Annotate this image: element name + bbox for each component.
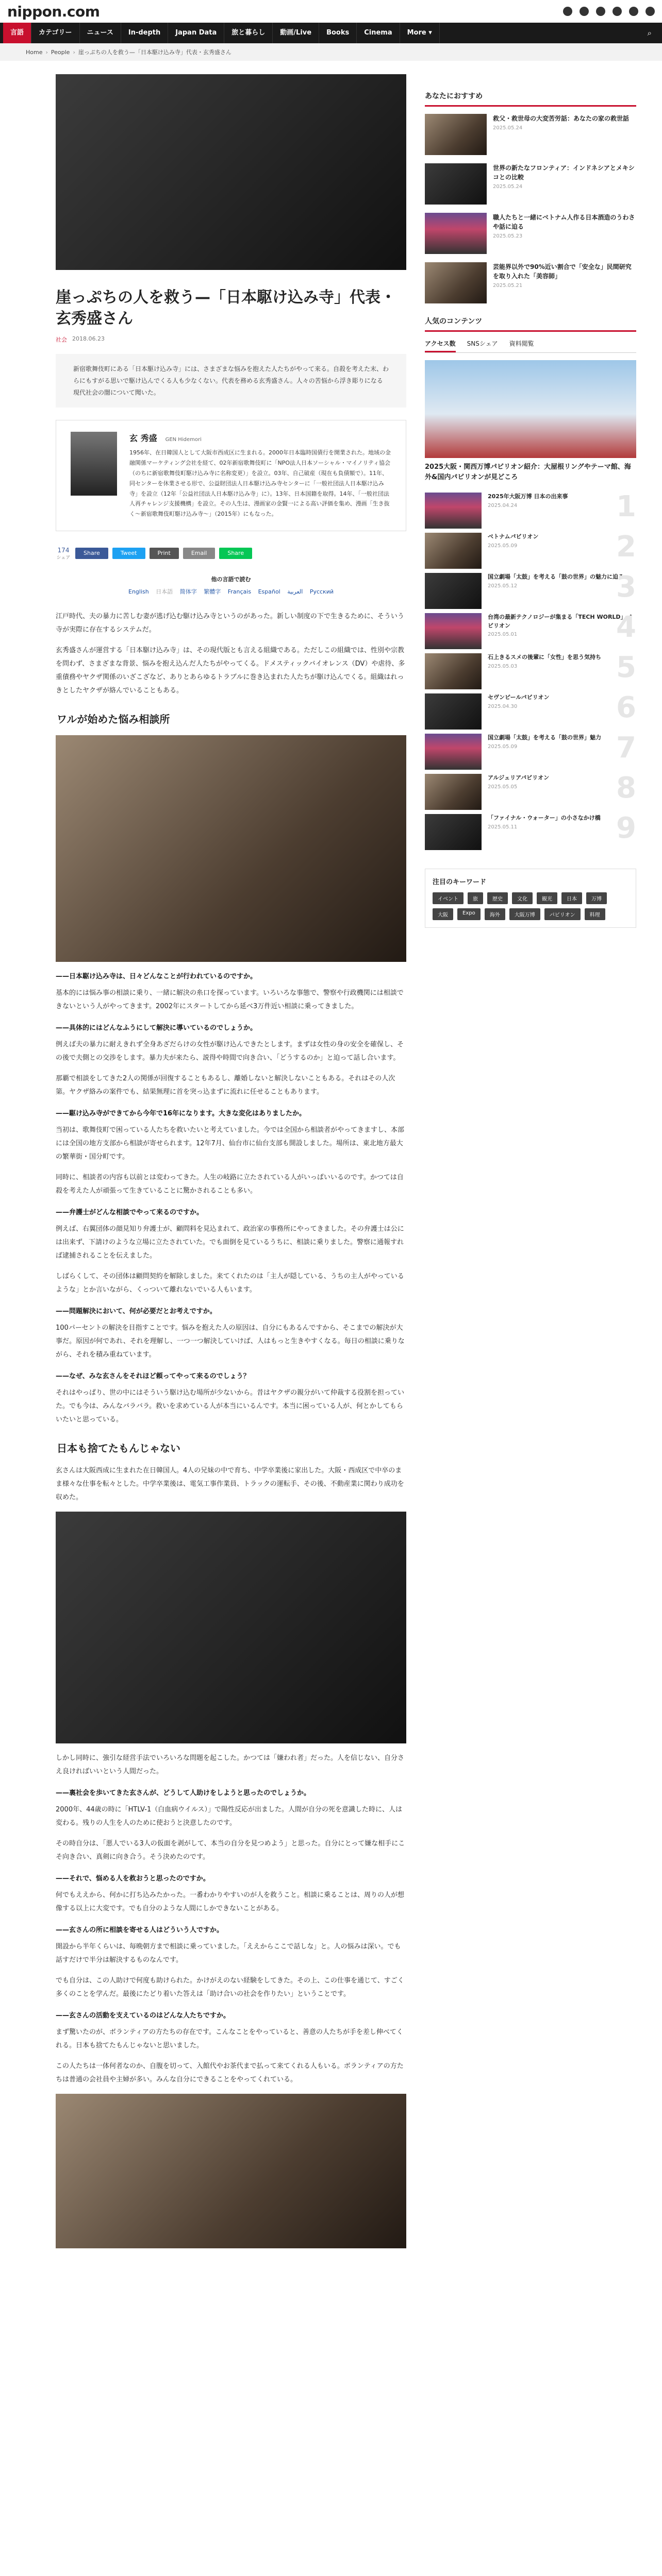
popular-tabs [425, 339, 636, 353]
profile-name: 玄 秀盛 GEN Hidemori [129, 433, 202, 444]
ranking-title: セヴンビールパビリオン [488, 694, 550, 701]
nav-in-depth[interactable]: In-depth [121, 23, 168, 43]
keywords-list [433, 892, 628, 920]
ranking-date: 2025.05.05 [488, 784, 518, 790]
breadcrumb-separator-icon: › [45, 48, 48, 56]
ranking-item[interactable] [425, 811, 636, 854]
share-count: 174 シェア [56, 546, 71, 561]
recommended-thumbnail [425, 213, 487, 254]
ranking-date: 2025.05.01 [488, 632, 518, 637]
body-paragraph: まず驚いたのが、ボランティアの方たちの存在です。こんなことをやっていると、善意の人たちが手を差し伸べてくれる。日本も捨てたもんじゃないと思いました。 [56, 2028, 403, 2049]
ranking-number: 3 [616, 570, 636, 604]
recommended-item[interactable] [425, 114, 636, 155]
keyword-tag[interactable]: 歴史 [487, 892, 508, 904]
article-main [56, 74, 406, 2248]
section-heading: ワルが始めた悩み相談所 [57, 713, 170, 725]
lang-russian[interactable]: Русский [309, 588, 334, 595]
search-icon[interactable] [646, 7, 655, 16]
body-paragraph: 同時に、相談者の内容も以前とは変わってきた。人生の岐路に立たされている人がいっぱいいるのです。かつては自殺を考えた人が頑張って生きていることに驚かされることも多い。 [56, 1173, 404, 1195]
breadcrumb-separator-icon: › [73, 48, 75, 56]
keyword-tag[interactable]: Expo [457, 908, 481, 920]
lang-spanish[interactable]: Español [258, 588, 280, 595]
facebook-share-button[interactable]: Share [75, 548, 108, 559]
nav-news[interactable]: ニュース [80, 23, 121, 43]
recommended-thumbnail [425, 114, 487, 155]
ranking-date: 2025.05.12 [488, 583, 518, 589]
recommended-date: 2025.05.24 [493, 125, 523, 131]
interview-question: ——裏社会を歩いてきた玄さんが、どうして人助けをしようと思ったのでしょうか。 [56, 1789, 311, 1797]
counseling-photo [56, 735, 406, 962]
ranking-item[interactable] [425, 530, 636, 573]
nav-video[interactable]: 動画/Live [273, 23, 319, 43]
ranking-item[interactable] [425, 731, 636, 774]
keyword-tag[interactable]: 大阪 [433, 908, 453, 920]
interview-question: ——駆け込み寺ができてから今年で16年になります。大きな変化はありましたか。 [56, 1109, 306, 1117]
interview-question: ——玄さんの所に相談を寄せる人はどういう人ですか。 [56, 1926, 224, 1934]
profile-bio: 1956年、在日韓国人として大阪市西成区に生まれる。2000年日本臨時国債行を開業された。地域の金融関係マーケティング会社を経て、02年新宿歌舞伎町に「NPO法人日本ソーシャル・マイノリティ協会（のちに新宿歌舞伎町駆け込み寺に名称変更）」を設立。03年、自己破産（現在も負債額で）。11年、同センターを休業させる形で、公益財団法人日本駆け込み寺センターに「一般社団法人日本駆け込み寺」を設立（12年「公益社団法人日本駆け込み寺」に）。13年、日本国籍を取得。14年、「一般社団法人再チャレンジ支援機構」を設立。その人生は、漫画家の金賢一による高い評価を集め、漫画「生き抜く〜新宿歌舞伎町駆け込み寺〜」（2015年）にもなった。 [129, 449, 391, 518]
body-paragraph: 当初は、歌舞伎町で困っている人たちを救いたいと考えていました。今では全国から相談者がやってきますし、本部には全国の地方支部から相談が寄せられます。12年7月、仙台市に仙台支部も開設しました。場所は、東北地方最大の繁華街・国分町です。 [56, 1126, 405, 1161]
youtube-icon[interactable] [613, 7, 622, 16]
recommended-date: 2025.05.21 [493, 283, 523, 289]
keyword-tag[interactable]: 日本 [561, 892, 582, 904]
instagram-icon[interactable] [596, 7, 605, 16]
body-paragraph: しかし同時に、強引な経営手法でいろいろな問題を起こした。かつては「嫌われ者」だった。人を信じない、自分さえ良ければいいという人間だった。 [56, 1754, 405, 1775]
lang-simplified-chinese[interactable]: 简体字 [179, 588, 197, 595]
article-title: 崖っぷちの人を救う—「日本駆け込み寺」代表・玄秀盛さん [56, 289, 396, 328]
ranking-number: 8 [616, 771, 636, 805]
recommended-thumbnail [425, 163, 487, 205]
rss-icon[interactable] [629, 7, 638, 16]
ranking-title: 国立劇場「太鼓」を考える「鼓の世界」魅力 [488, 734, 601, 741]
article-date: 2018.06.23 [72, 335, 105, 342]
keyword-tag[interactable]: イベント [433, 892, 464, 904]
ranking-thumbnail [425, 814, 482, 850]
keyword-tag[interactable]: 大阪万博 [509, 908, 540, 920]
tweet-button[interactable]: Tweet [112, 548, 145, 559]
share-bar [56, 547, 406, 561]
recommended-title: 芸能界以外で90%近い割合で「安全な」民間研究を取り入れた「美容師」 [493, 263, 632, 280]
body-paragraph: 那覇で相談をしてきた2人の関係が回復することもあるし、離婚しないと解決しないこともある。それはその人次第。ヤクザ絡みの案件でも、結果無理に首を突っ込まずに流れに任せることもあります。 [56, 1074, 395, 1096]
ranking-number: 4 [616, 611, 636, 644]
ranking-title: アルジェリアパビリオン [488, 774, 550, 781]
nav-japan-data[interactable]: Japan Data [168, 23, 224, 43]
breadcrumb-people[interactable]: People [51, 48, 70, 56]
recommended-date: 2025.05.23 [493, 233, 523, 239]
lang-english[interactable]: English [128, 588, 149, 595]
keyword-tag[interactable]: 旅 [468, 892, 483, 904]
recommended-date: 2025.05.24 [493, 184, 523, 190]
recommended-item[interactable] [425, 163, 636, 205]
email-button[interactable]: Email [183, 548, 216, 559]
recommended-title: 世界の新たなフロンティア：インドネシアとメキシコとの比較 [493, 164, 635, 181]
ranking-thumbnail [425, 493, 482, 529]
section-heading: 日本も捨てたもんじゃない [57, 1442, 180, 1454]
lang-french[interactable]: Français [227, 588, 252, 595]
ranking-item[interactable] [425, 693, 636, 734]
ranking-date: 2025.05.03 [488, 663, 518, 669]
body-paragraph: この人たちは一体何者なのか、自腹を切って、入館代やお茶代まで払って来てくれる人もいる。ボランティアの方たちは普通の会社員や主婦が多い。みんな自分にできることをやってくれている。 [56, 2062, 404, 2083]
ranking-date: 2025.05.09 [488, 543, 518, 549]
ranking-date: 2025.05.09 [488, 743, 518, 750]
body-paragraph: 玄秀盛さんが運営する「日本駆け込み寺」は、その現代版とも言える組織である。ただしこの組織では、性別や宗教を問わず、さまざまな背景、悩みを抱え込んだ人たちがやってくる。ドメスティックバイオレンス（DV）や虐待、多重債務やヤクザ関係のいざこざなど、ありとあらゆるトラブルに巻き込まれた人たちが駆け込んでくる。組織はれっきとしたヤクザが絡んでいることもある。 [56, 646, 405, 694]
ranking-title: ベトナムパビリオン [488, 533, 539, 540]
body-paragraph: 例えば、右翼団体の顔見知り弁護士が、顧問料を見込まれて、政治家の事務所にやってきました。その弁護士は公には出来ず、下請けのような立場に立たされていた。でも面倒を見ているうちに、相談に乗りました。警察に通報すれば逮捕されることを伝えました。 [56, 1225, 404, 1260]
ranking-date: 2025.04.30 [488, 703, 518, 709]
nav-category[interactable]: カテゴリー [31, 23, 79, 43]
article-lead: 新宿歌舞伎町にある「日本駆け込み寺」には、さまざまな悩みを抱えた人たちがやって来る。自殺を考えた末、わらにもすがる思いで駆け込んでくる人も少なくない。代表を務める玄秀盛さん。人々の苦悩から浮き彫りになる現代社会の闇について聞いた。 [56, 354, 406, 408]
ranking-title: 国立劇場「太鼓」を考える「鼓の世界」の魅力に迫る [488, 573, 624, 580]
keyword-tag[interactable]: パビリオン [544, 908, 581, 920]
body-paragraph: 開設から半年くらいは、毎晩朝方まで相談に乗っていました。「ええからここで話しな」と。人の悩みは深い。でも話すだけで半分は解決するものなんです。 [56, 1942, 401, 1964]
line-share-button[interactable]: Share [219, 548, 252, 559]
interview-question: ——なぜ、みな玄さんをそれほど頼ってやって来るのでしょう？ [56, 1372, 250, 1380]
ranking-thumbnail [425, 693, 482, 730]
recommended-heading: あなたにおすすめ [425, 91, 636, 107]
lang-traditional-chinese[interactable]: 繁體字 [204, 588, 221, 595]
ranking-thumbnail [425, 573, 482, 609]
tab-views[interactable]: 資料閲覧 [509, 340, 534, 347]
recommended-title: 救父・救世母の大変苦労話：あなたの家の救世話 [493, 115, 630, 122]
portrait-photo [56, 1512, 406, 1743]
lang-arabic[interactable]: العربية [287, 588, 303, 595]
ranking-number: 5 [616, 651, 636, 684]
body-paragraph: 基本的には悩み事の相談に乗り、一緒に解決の糸口を探っています。いろいろな事態で、警察や行政機関には相談できないという人がやってきます。2002年にスタートしてから延べ3万件近い相談に乗ってきました。 [56, 989, 404, 1010]
profile-avatar [71, 432, 117, 496]
keywords-box [425, 869, 636, 928]
breadcrumb-home[interactable]: Home [26, 48, 43, 56]
sidebar-spacer [425, 74, 636, 91]
keyword-tag[interactable]: 料理 [585, 908, 605, 920]
facebook-icon[interactable] [563, 7, 572, 16]
tab-sns-share[interactable]: SNSシェア [467, 340, 498, 347]
ranking-item[interactable] [425, 653, 636, 693]
body-paragraph: 例えば夫の暴力に耐えきれず全身あざだらけの女性が駆け込んできたとします。まずは女性の身の安全を確保し、その後で夫側との交渉をします。暴力夫が来たら、説得や時間で向き合い、「どうするのか」と迫って話し合います。 [56, 1040, 404, 1062]
volunteers-photo [56, 2094, 406, 2248]
body-paragraph: それはやっぱり、世の中にはそういう駆け込む場所が少ないから。昔はヤクザの親分がいて仲裁する役割を担っていた。でも今は、みんなバラバラ。救いを求めている人が本当にいるんです。本当に困っている人が、何とかしてもらいたいと思っている。 [56, 1388, 405, 1423]
ranking-number: 1 [616, 490, 636, 523]
language-title: 他の言語で読む [211, 575, 251, 583]
article-meta [56, 335, 406, 344]
nav-search-icon[interactable]: ⌕ [647, 28, 652, 38]
ranking-item[interactable] [425, 490, 636, 533]
keyword-tag[interactable]: 海外 [485, 908, 505, 920]
ranking-title: 「ファイナル・ウォーター」の小さなかけ橋 [488, 815, 601, 821]
profile-box [56, 420, 406, 531]
keyword-tag[interactable]: 万博 [586, 892, 607, 904]
lang-japanese: 日本語 [156, 588, 173, 595]
site-logo[interactable]: nippon.com [7, 3, 100, 20]
breadcrumb [0, 43, 662, 61]
ranking-thumbnail [425, 653, 482, 689]
interview-question: ——具体的にはどんなふうにして解決に導いているのでしょうか。 [56, 1024, 257, 1032]
ranking-date: 2025.04.24 [488, 502, 518, 509]
body-paragraph: でも自分は、この人助けで何度も助けられた。かけがえのない経験をしてきた。その上、この仕事を通じて、すごく多くのことを学んだ。最後にたどり着いた答えは「助け合いの社会を作りたい」ということです。 [56, 1976, 404, 1998]
nav-more[interactable]: More ▾ [400, 23, 440, 43]
hero-image [56, 74, 406, 270]
sidebar [425, 74, 636, 2248]
article-category[interactable]: 社会 [56, 336, 67, 343]
nav-cinema[interactable]: Cinema [357, 23, 400, 43]
breadcrumb-current: 崖っぷちの人を救う—「日本駆け込み寺」代表・玄秀盛さん [78, 49, 231, 56]
chevron-down-icon: ▾ [428, 29, 432, 37]
body-paragraph: 100パーセントの解決を目指すことです。悩みを抱えた人の原因は、自分にもあるんですから、そこまでの解決が大事だ。原因が何であれ、それを理解し、一つ一つ解決していけば、人はもっと生きやすくなる。毎日の相談に乗りながら、それを積み重ねています。 [56, 1324, 405, 1359]
recommended-item[interactable] [425, 262, 636, 303]
print-button[interactable]: Print [150, 548, 179, 559]
ranking-feature-title: 2025大阪・関西万博パビリオン紹介：大屋根リングやテーマ館、海外&国内パビリオンが見どころ [425, 463, 631, 481]
tab-access[interactable]: アクセス数 [425, 339, 456, 352]
recommended-item[interactable] [425, 213, 636, 254]
body-paragraph: 2000年、44歳の時に「HTLV-1（白血病ウイルス）」で陽性反応が出ました。人間が自分の死を意識した時に、人は変わる。残りの人生を人のために使おうと決意したのです。 [56, 1805, 402, 1827]
ranking-number: 2 [616, 530, 636, 564]
ranking-feature[interactable] [425, 360, 636, 482]
ranking-number: 9 [616, 811, 636, 845]
ranking-title: 台湾の最新テクノロジーが集まる「TECH WORLD」パビリオン [488, 614, 632, 629]
top-bar [0, 0, 662, 23]
body-paragraph: しばらくして、その団体は顧問契約を解除しました。来てくれたのは「主人が隠している、うちの主人がやっているような」とか言いながら、くっついて離れないでいる人もいます。 [56, 1272, 404, 1294]
keyword-tag[interactable]: 文化 [512, 892, 533, 904]
keywords-heading: 注目のキーワード [433, 878, 487, 886]
twitter-icon[interactable] [580, 7, 589, 16]
body-paragraph: 江戸時代、夫の暴力に苦しむ妻が逃げ込む駆け込み寺というのがあった。新しい制度の下で生きるために、そういう寺が実際に存在するシステムだ。 [56, 612, 404, 634]
ranking-feature-image [425, 360, 636, 458]
ranking-thumbnail [425, 774, 482, 810]
recommended-thumbnail [425, 262, 487, 303]
body-paragraph: 何でもええから、何かに打ち込みたかった。一番わかりやすいのが人を救うこと。相談に乗ることは、周りの人が想像する以上に大変です。でも自分のような人間にしかできないことがある。 [56, 1891, 405, 1912]
ranking-item[interactable] [425, 613, 636, 653]
body-paragraph: その時自分は、「悪人でいる3人の仮面を剥がして、本当の自分を見つめよう」と思った。自分にとって嫌な相手にこそ向き合い、真剣に向き合う。そう決めたのです。 [56, 1839, 405, 1861]
language-switcher [56, 575, 406, 596]
popular-heading: 人気のコンテンツ [425, 316, 636, 332]
social-icons [563, 7, 655, 16]
interview-question: ——問題解決において、何が必要だとお考えですか。 [56, 1307, 217, 1315]
ranking-thumbnail [425, 613, 482, 649]
nav-books[interactable]: Books [319, 23, 357, 43]
keyword-tag[interactable]: 観光 [537, 892, 557, 904]
interview-question: ——それで、悩める人を救おうと思ったのですか。 [56, 1874, 210, 1883]
ranking-number: 7 [616, 731, 636, 765]
ranking-date: 2025.05.11 [488, 824, 518, 830]
ranking-item[interactable] [425, 771, 636, 814]
ranking-thumbnail [425, 734, 482, 770]
nav-language[interactable]: 言語 [3, 23, 31, 43]
nav-travel[interactable]: 旅と暮らし [224, 23, 273, 43]
interview-question: ——弁護士がどんな相談でやって来るのですか。 [56, 1208, 204, 1216]
interview-question: ——日本駆け込み寺は、日々どんなことが行われているのですか。 [56, 972, 257, 980]
recommended-title: 職人たちと一緒にベトナム人作る日本酒造のうわさや話に迫る [493, 214, 635, 230]
ranking-title: 2025年大阪万博 日本の出来事 [488, 493, 568, 500]
ranking-number: 6 [616, 691, 636, 724]
ranking-title: 石上きるスメの後輩に「女性」を思う気持ち [488, 654, 601, 660]
body-paragraph: 玄さんは大阪西成に生まれた在日韓国人。4人の兄妹の中で育ち、中学卒業後に家出した。大阪・西成区で中卒のまま様々な仕事を転々とした。中学卒業後は、電気工事作業員、トラックの運転手、その後、不動産業に関わり成功を収めた。 [56, 1466, 404, 1501]
ranking-thumbnail [425, 533, 482, 569]
main-navigation [0, 23, 662, 43]
interview-question: ——玄さんの活動を支えているのはどんな人たちですか。 [56, 2011, 230, 2020]
ranking-item[interactable] [425, 570, 636, 613]
